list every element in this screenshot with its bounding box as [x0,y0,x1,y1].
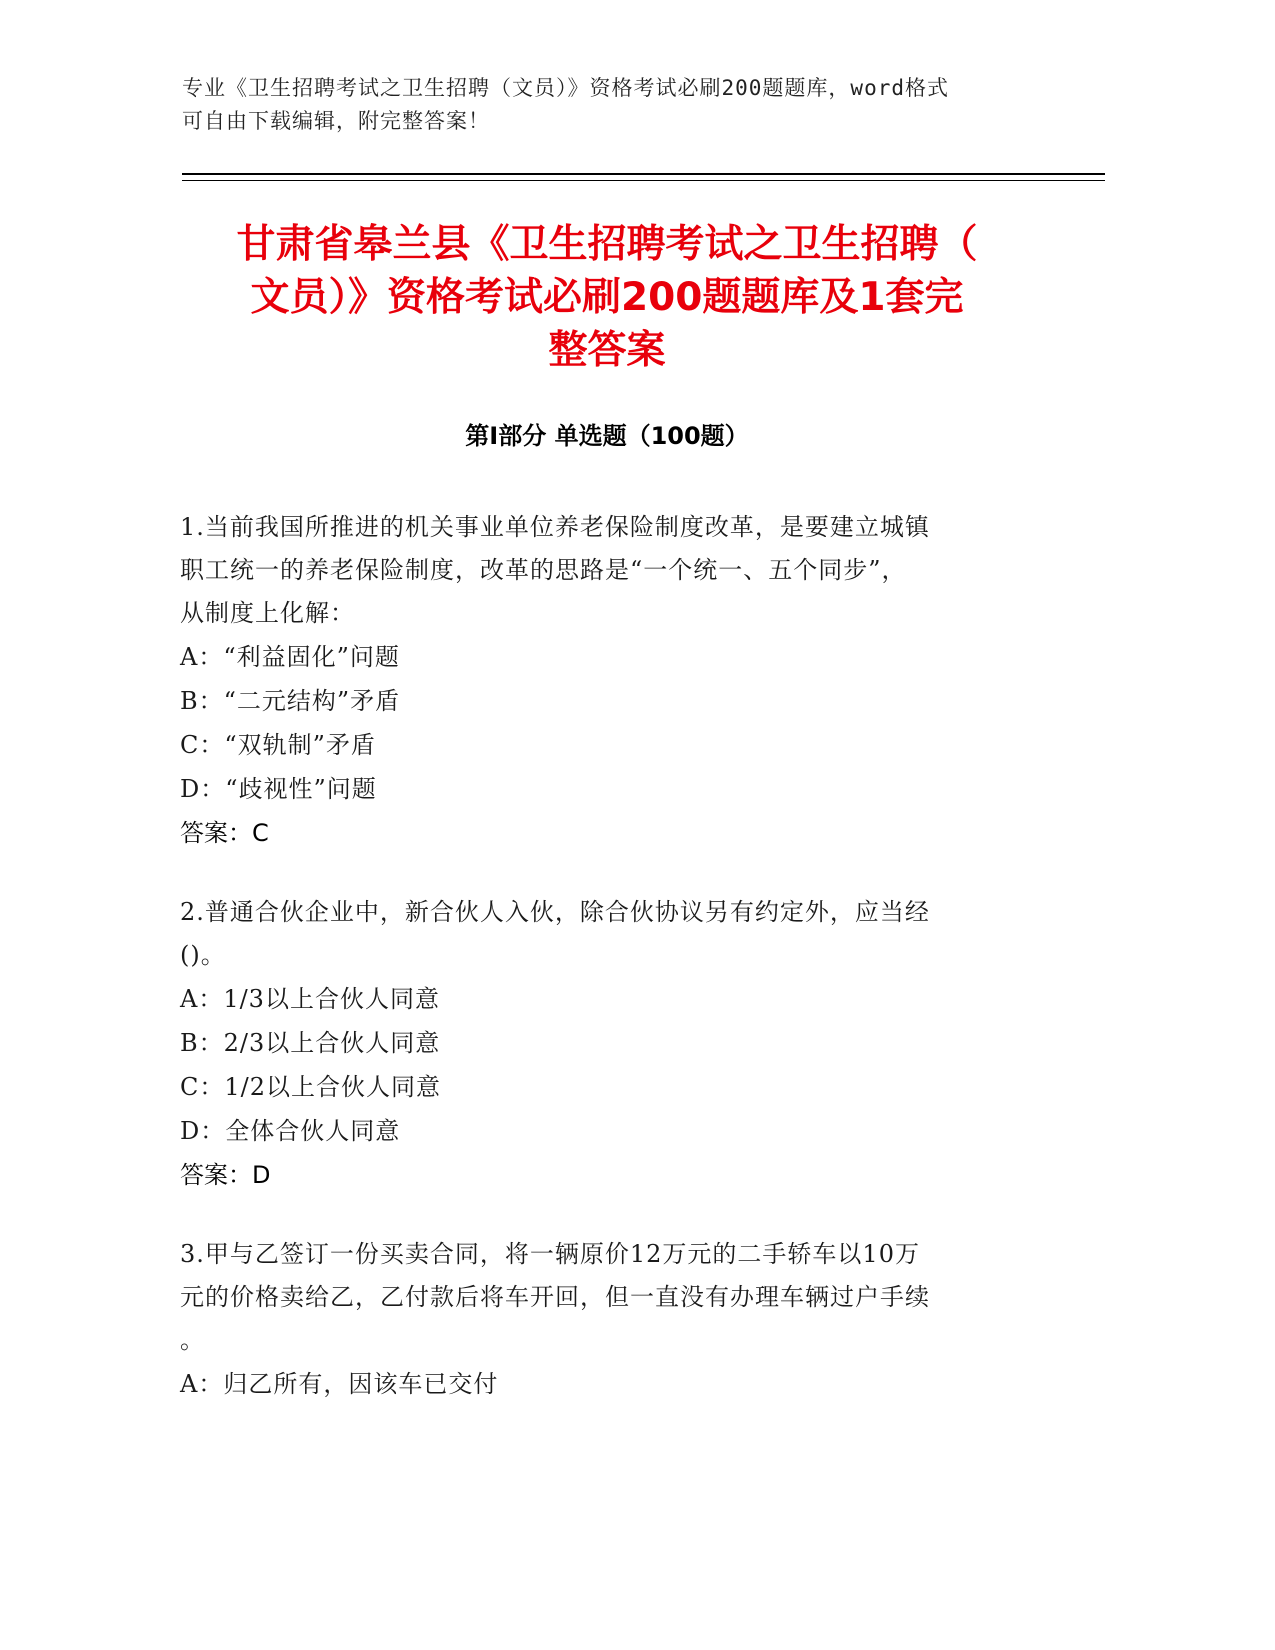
question-stem-line: 从制度上化解： [180,599,355,627]
question-2 [180,891,1030,1197]
answer-label: 答案：D [180,1161,271,1189]
answer-label: 答案：C [180,819,269,847]
question-1 [180,506,1030,855]
question-stem-line: 。 [180,1326,205,1354]
option-c: C：“双轨制”矛盾 [180,731,376,759]
question-3 [180,1233,1030,1406]
header-note [182,72,1042,138]
option-b: B：2/3以上合伙人同意 [180,1029,441,1057]
question-list [180,506,1030,1442]
option-d: D：全体合伙人同意 [180,1117,401,1145]
option-c: C：1/2以上合伙人同意 [180,1073,441,1101]
header-note-line-2: 可自由下载编辑，附完整答案！ [182,109,490,133]
option-a: A：1/3以上合伙人同意 [180,985,440,1013]
document-title-line-2: 文员）》资格考试必刷200题题库及1套完 [250,275,964,320]
section-heading: 第I部分 单选题（100题） [465,422,749,450]
document-title-line-3: 整答案 [548,328,666,373]
header-note-line-1: 专业《卫生招聘考试之卫生招聘（文员）》资格考试必刷200题题库，word格式 [182,76,949,100]
question-stem-line: 元的价格卖给乙，乙付款后将车开回，但一直没有办理车辆过户手续 [180,1283,930,1311]
question-stem-line: ()。 [180,941,226,969]
header-divider-thick [182,173,1105,175]
document-title [182,218,1032,377]
document-title-line-1: 甘肃省皋兰县《卫生招聘考试之卫生招聘（ [236,222,978,267]
option-a: A：归乙所有，因该车已交付 [180,1370,499,1398]
question-stem-line: 1.当前我国所推进的机关事业单位养老保险制度改革，是要建立城镇 [180,513,930,541]
question-stem-line: 职工统一的养老保险制度，改革的思路是“一个统一、五个同步”， [180,556,907,584]
option-d: D：“歧视性”问题 [180,775,377,803]
option-a: A：“利益固化”问题 [180,643,400,671]
header-divider-thin [182,180,1105,181]
question-stem-line: 2.普通合伙企业中，新合伙人入伙，除合伙协议另有约定外，应当经 [180,898,930,926]
option-b: B：“二元结构”矛盾 [180,687,401,715]
question-stem-line: 3.甲与乙签订一份买卖合同，将一辆原价12万元的二手轿车以10万 [180,1240,920,1268]
